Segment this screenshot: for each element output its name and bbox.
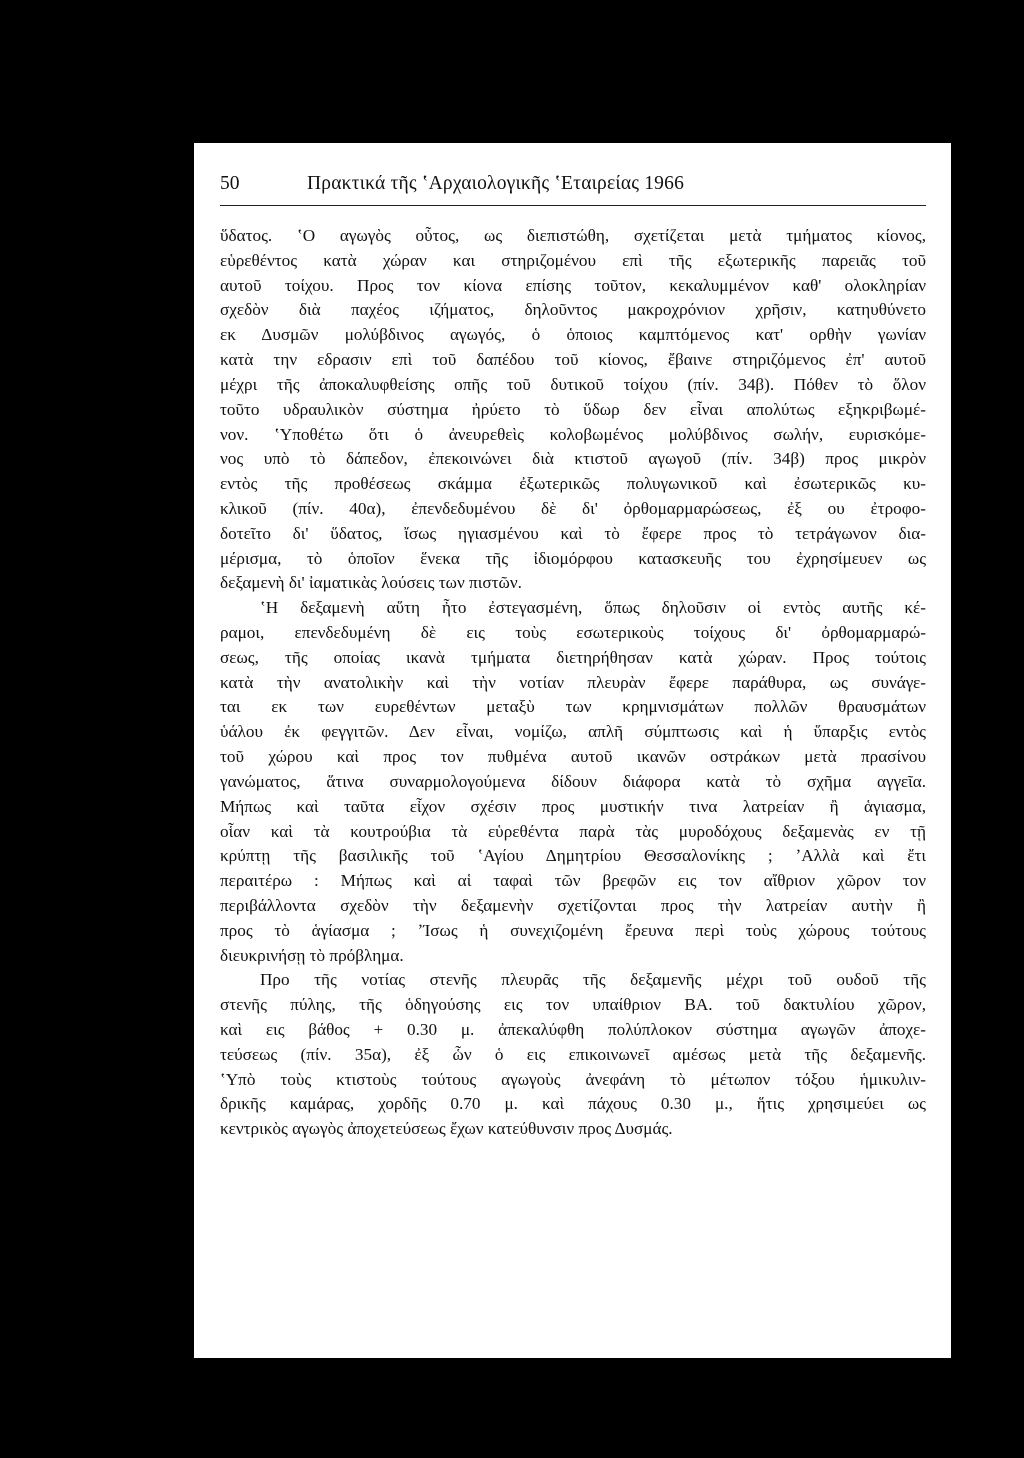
text-line: γανώματος, ἅτινα συναρμολογούμενα δίδουν διάφορα κατὰ τὸ σχῆμα αγγεῖα. bbox=[220, 771, 926, 791]
text-line: καὶ εις βάθος + 0.30 μ. ἀπεκαλύφθη πολύπλοκον σύστημα αγωγῶν ἀποχε- bbox=[220, 1020, 926, 1039]
text-line: οἷαν καὶ τὰ κουτρούβια τὰ εὑρεθέντα παρὰ τὰς μυροδόχους δεξαμενὰς εν τῇ bbox=[220, 821, 926, 841]
document-page bbox=[194, 143, 951, 1358]
page-number: 50 bbox=[220, 173, 240, 194]
text-line: εὑρεθέντος κατὰ χώραν και στηριζομένου επὶ τῆς εξωτερικῆς παρειᾶς τοῦ bbox=[220, 250, 926, 270]
text-line: κρύπτῃ τῆς βασιλικῆς τοῦ ʽΑγίου Δημητρίου Θεσσαλονίκης ; ʼΑλλὰ καὶ ἔτι bbox=[220, 846, 926, 866]
paragraph-last-line: κεντρικὸς αγωγὸς ἀποχετεύσεως ἔχων κατεύθυνσιν προς Δυσμάς. bbox=[220, 1119, 673, 1139]
text-line: τοῦτο υδραυλικὸν σύστημα ἠρύετο τὸ ὕδωρ δεν εἶναι απολύτως εξηκριβωμέ- bbox=[220, 399, 926, 419]
text-line: κατὰ την εδρασιν επὶ τοῦ δαπέδου τοῦ κίονος, ἔβαινε στηριζόμενος ἐπ' αυτοῦ bbox=[220, 350, 926, 370]
text-line: ται εκ των ευρεθέντων μεταξὺ των κρημνισμάτων πολλῶν θραυσμάτων bbox=[220, 697, 926, 717]
paragraph-last-line: διευκρινήσῃ τὸ πρόβλημα. bbox=[220, 945, 404, 965]
header-rule bbox=[220, 205, 926, 206]
text-line: τεύσεως (πίν. 35α), ἐξ ὧν ὁ εις επικοινωνεῖ αμέσως μετὰ τῆς δεξαμενῆς. bbox=[220, 1044, 926, 1064]
text-line: Μήπως καὶ ταῦτα εἶχον σχέσιν προς μυστικήν τινα λατρείαν ἢ ἁγιασμα, bbox=[220, 796, 926, 816]
text-line: περιβάλλοντα σχεδὸν τὴν δεξαμενὴν σχετίζονται προς τὴν λατρείαν αυτὴν ἢ bbox=[220, 895, 926, 915]
text-line: σεως, τῆς οποίας ικανὰ τμήματα διετηρήθησαν κατὰ χώραν. Προς τούτοις bbox=[220, 647, 926, 667]
text-line: στενῆς πύλης, τῆς ὁδηγούσης εις τον υπαίθριον ΒΑ. τοῦ δακτυλίου χῶρον, bbox=[220, 995, 926, 1015]
text-line: νος υπὸ τὸ δάπεδον, ἐπεκοινώνει διὰ κτιστοῦ αγωγοῦ (πίν. 34β) προς μικρὸν bbox=[220, 449, 926, 469]
text-line: κατὰ τὴν ανατολικὴν καὶ τὴν νοτίαν πλευρὰν ἔφερε παράθυρα, ως συνάγε- bbox=[220, 672, 926, 692]
text-line: δοτεῖτο δι' ὕδατος, ἴσως ηγιασμένου καὶ τὸ ἔφερε προς τὸ τετράγωνον δια- bbox=[220, 523, 926, 543]
text-line: ʽΥπὸ τοὺς κτιστοὺς τούτους αγωγοὺς ἀνεφάνη τὸ μέτωπον τόξου ἡμικυλιν- bbox=[220, 1069, 926, 1089]
text-line: κλικοῦ (πίν. 40α), ἐπενδεδυμένου δὲ δι' ὀρθομαρμαρώσεως, ἐξ ου ἐτροφο- bbox=[220, 498, 926, 518]
text-line: εντὸς τῆς προθέσεως σκάμμα ἐξωτερικῶς πολυγωνικοῦ καὶ ἐσωτερικῶς κυ- bbox=[220, 474, 926, 494]
text-line: σχεδὸν διὰ παχέος ιζήματος, δηλοῦντος μακροχρόνιον χρῆσιν, κατηυθύνετο bbox=[220, 300, 926, 320]
text-line: ὑάλου ἐκ φεγγιτῶν. Δεν εἶναι, νομίζω, απλῆ σύμπτωσις καὶ ἡ ὕπαρξις εντὸς bbox=[220, 722, 926, 742]
text-line: προς τὸ ἁγίασμα ; ʼΊσως ἡ συνεχιζομένη ἔρευνα περὶ τοὺς χώρους τούτους bbox=[220, 920, 926, 940]
text-line: μέχρι τῆς ἀποκαλυφθείσης οπῆς τοῦ δυτικοῦ τοίχου (πίν. 34β). Πόθεν τὸ ὅλον bbox=[220, 374, 926, 394]
paragraph-last-line: δεξαμενὴ δι' ἰαματικὰς λούσεις των πιστῶν. bbox=[220, 573, 522, 593]
text-line: μέρισμα, τὸ ὁποῖον ἕνεκα τῆς ἰδιομόρφου κατασκευῆς του ἐχρησίμευεν ως bbox=[220, 548, 926, 568]
text-line: τοῦ χώρου καὶ προς τον πυθμένα αυτοῦ ικανῶν οστράκων μετὰ πρασίνου bbox=[220, 747, 926, 767]
text-line: νον. ʽΥποθέτω ὅτι ὁ ἀνευρεθεὶς κολοβωμένος μολύβδινος σωλήν, ευρισκόμε- bbox=[220, 424, 926, 444]
page-header bbox=[220, 173, 926, 203]
paragraph-first-line: Προ τῆς νοτίας στενῆς πλευρᾶς τῆς δεξαμενῆς μέχρι τοῦ ουδοῦ τῆς bbox=[260, 970, 926, 990]
paragraph-first-line: ʽΗ δεξαμενὴ αὕτη ἦτο ἐστεγασμένη, ὅπως δηλοῦσιν οἱ εντὸς αυτῆς κέ- bbox=[260, 598, 926, 618]
text-line: ὕδατος. ʽΟ αγωγὸς οὗτος, ως διεπιστώθη, σχετίζεται μετὰ τμήματος κίονος, bbox=[220, 226, 926, 245]
text-line: περαιτέρω : Μήπως καὶ αἱ ταφαὶ τῶν βρεφῶν εις τον αἴθριον χῶρον τον bbox=[220, 871, 926, 891]
body-text bbox=[220, 224, 926, 1142]
text-line: αυτοῦ τοίχου. Προς τον κίονα επίσης τοῦτον, κεκαλυμμένον καθ' ολοκληρίαν bbox=[220, 275, 926, 295]
running-title: Πρακτικά τῆς ʽΑρχαιολογικῆς ʽΕταιρείας 1966 bbox=[307, 173, 685, 194]
text-line: εκ Δυσμῶν μολύβδινος αγωγός, ὁ ὁποιος καμπτόμενος κατ' ορθὴν γωνίαν bbox=[220, 325, 926, 345]
text-line: ραμοι, επενδεδυμένη δὲ εις τοὺς εσωτερικοὺς τοίχους δι' ὀρθομαρμαρώ- bbox=[220, 623, 926, 642]
text-line: δρικῆς καμάρας, χορδῆς 0.70 μ. καὶ πάχους 0.30 μ., ἥτις χρησιμεύει ως bbox=[220, 1094, 926, 1114]
